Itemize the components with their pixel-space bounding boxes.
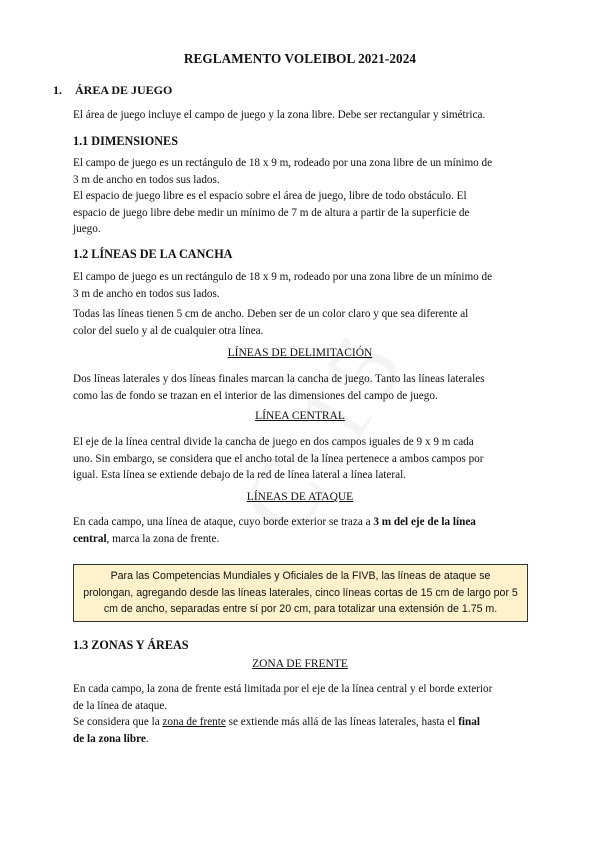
subheading-linea-central: LÍNEA CENTRAL [255, 410, 345, 422]
section-1-2-paragraph-2: Todas las líneas tienen 5 cm de ancho. Deben ser de un color claro y que sea diferente al color del suelo y al de cualquier otra línea. [73, 308, 469, 337]
section-1-1-paragraph-1: El campo de juego es un rectángulo de 18 x 9 m, rodeado por una zona libre de un mínimo de 3 m de ancho en todos sus lados. [73, 157, 493, 186]
section-1-2-paragraph-4: El eje de la línea central divide la cancha de juego en dos campos iguales de 9 x 9 m cada uno. Sin embargo, se considera que el ancho total de la línea pertenece a ambos campos por igual. Esta línea se extiende debajo de la red de línea lateral a línea lateral. [73, 436, 484, 482]
section-1-2-heading: 1.2 LÍNEAS DE LA CANCHA [73, 247, 233, 261]
subheading-lineas-ataque: LÍNEAS DE ATAQUE [246, 491, 354, 503]
document-title: REGLAMENTO VOLEIBOL 2021-2024 [183, 51, 417, 66]
subheading-delimitacion: LÍNEAS DE DELIMITACIÓN [227, 347, 373, 359]
fivb-note-box: Para las Competencias Mundiales y Oficiales de la FIVB, las líneas de ataque se prolongan, agregando desde las líneas laterales, cinco líneas cortas de 15 cm de largo por 5 cm de ancho, separadas entre sí por 20 cm, para totalizar una extensión de 1.75 m. [73, 564, 528, 622]
section-1-3-paragraph-2: Se considera que la zona de frente se extiende más allá de las líneas laterales, hasta el final de la zona libre. [73, 716, 480, 745]
section-1-2-paragraph-1: El campo de juego es un rectángulo de 18 x 9 m, rodeado por una zona libre de un mínimo de 3 m de ancho en todos sus lados. [73, 271, 493, 300]
section-1-title: ÁREA DE JUEGO [75, 83, 173, 97]
section-1-1-paragraph-2: El espacio de juego libre es el espacio sobre el área de juego, libre de todo obstáculo. El espacio de juego libre debe medir un mínimo de 7 m de altura a partir de la superficie de juego. [73, 190, 470, 236]
section-1-3-heading: 1.3 ZONAS Y ÁREAS [73, 638, 189, 652]
section-1-2-paragraph-5: En cada campo, una línea de ataque, cuyo borde exterior se traza a 3 m del eje de la línea central, marca la zona de frente. [73, 516, 476, 545]
section-1-3-paragraph-1: En cada campo, la zona de frente está limitada por el eje de la línea central y el borde exterior de la línea de ataque. [73, 683, 493, 712]
section-1-2-paragraph-3: Dos líneas laterales y dos líneas finales marcan la cancha de juego. Tanto las líneas laterales como las de fondo se trazan en el interior de las dimensiones del campo de juego. [73, 373, 485, 402]
section-1-heading [53, 83, 172, 98]
section-1-1-heading: 1.1 DIMENSIONES [73, 134, 178, 148]
section-1-number: 1. [53, 83, 62, 97]
subheading-zona-frente: ZONA DE FRENTE [252, 658, 348, 670]
section-1-intro: El área de juego incluye el campo de juego y la zona libre. Debe ser rectangular y simétrica. [73, 109, 486, 121]
